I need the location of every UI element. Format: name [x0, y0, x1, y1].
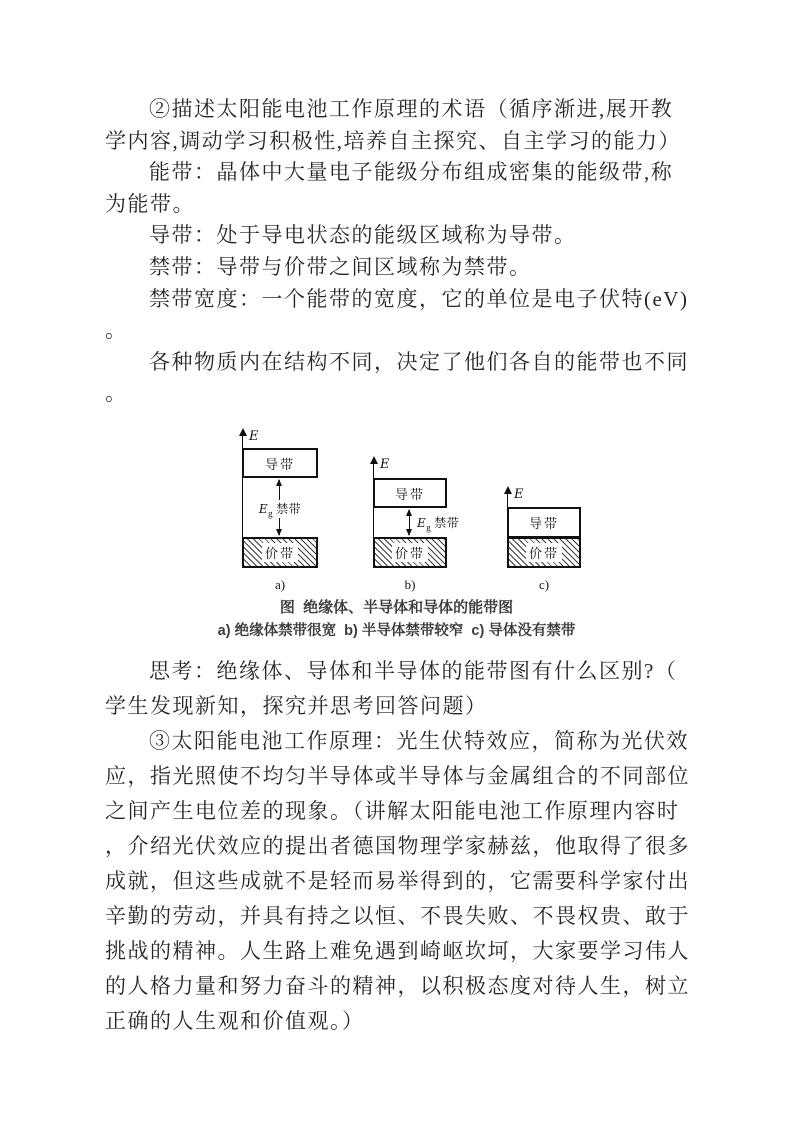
text-line: 学生发现新知，探究并思考回答问题） — [105, 694, 488, 718]
panel-tag-a: a) — [274, 577, 286, 592]
valence-band-box — [373, 537, 447, 568]
conduction-band-label: 导带 — [264, 456, 295, 472]
text-line: 正确的人生观和价值观。） — [105, 1009, 365, 1033]
paragraph-block-terms — [105, 94, 693, 410]
text-line: ②描述太阳能电池工作原理的术语（循序渐进,展开教 — [149, 97, 674, 121]
text-line: ，介绍光伏效应的提出者德国物理学家赫兹，他取得了很多 — [105, 834, 690, 858]
valence-band-box — [507, 537, 581, 568]
figure-caption-note: a) 绝缘体禁带很宽 b) 半导体禁带较窄 c) 导体没有禁带 — [217, 623, 576, 639]
bandgap-label: $E_g$ 禁带 — [258, 502, 302, 519]
panel-conductor — [507, 428, 581, 594]
panel-semiconductor — [373, 428, 460, 594]
panel-insulator — [242, 428, 318, 594]
text-line: 能带：晶体中大量电子能级分布组成密集的能级带,称 — [149, 160, 674, 185]
valence-band-label: 价带 — [526, 543, 562, 562]
conduction-band-label: 导带 — [528, 516, 559, 531]
energy-band-figure — [180, 428, 620, 594]
text-line: 应，指光照使不均匀半导体或半导体与金属组合的不同部位 — [105, 764, 690, 788]
panel-tag-b: b) — [404, 577, 416, 592]
valence-band-label: 价带 — [262, 543, 298, 562]
conduction-band-box — [507, 507, 581, 538]
text-line: 禁带：导带与价带之间区域称为禁带。 — [149, 254, 532, 279]
energy-axis-label: E — [380, 457, 390, 472]
text-line: 为能带。 — [105, 191, 195, 216]
conduction-band-box — [242, 448, 318, 478]
text-line: ③太阳能电池工作原理：光生伏特效应，简称为光伏效 — [149, 729, 689, 753]
text-line: 各种物质内在结构不同，决定了他们各自的能带也不同 — [149, 349, 689, 374]
paragraph-block-principle — [105, 654, 693, 1039]
text-line: 。 — [105, 318, 128, 343]
conduction-band-box — [373, 478, 447, 508]
energy-axis-label: E — [514, 487, 524, 502]
bandgap-label: $E_g$ 禁带 — [417, 516, 460, 533]
text-line: 辛勤的劳动，并具有持之以恒、不畏失败、不畏权贵、敢于 — [105, 904, 690, 928]
text-line: 挑战的精神。人生路上难免遇到崎岖坎坷，大家要学习伟人 — [105, 939, 690, 963]
energy-axis-label: E — [249, 429, 259, 444]
text-line: 之间产生电位差的现象。（讲解太阳能电池工作原理内容时 — [105, 799, 680, 823]
text-line: 的人格力量和努力奋斗的精神，以积极态度对待人生，树立 — [105, 974, 690, 998]
conduction-band-label: 导带 — [394, 486, 425, 502]
bandgap-double-arrow — [409, 510, 410, 535]
text-line: 成就，但这些成就不是轻而易举得到的，它需要科学家付出 — [105, 869, 690, 893]
valence-band-label: 价带 — [392, 543, 428, 562]
text-line: 思考：绝缘体、导体和半导体的能带图有什么区别?（ — [149, 659, 678, 683]
figure-caption-title: 图 绝缘体、半导体和导体的能带图 — [279, 599, 514, 616]
text-line: 禁带宽度：一个能带的宽度，它的单位是电子伏特(eV) — [149, 286, 689, 311]
text-line: 导带：处于导电状态的能级区域称为导带。 — [149, 223, 577, 248]
text-line: 。 — [105, 381, 128, 406]
text-line: 学内容,调动学习积极性,培养自主探究、自主学习的能力） — [105, 128, 681, 153]
valence-band-box — [242, 537, 318, 568]
panel-tag-c: c) — [538, 577, 550, 592]
